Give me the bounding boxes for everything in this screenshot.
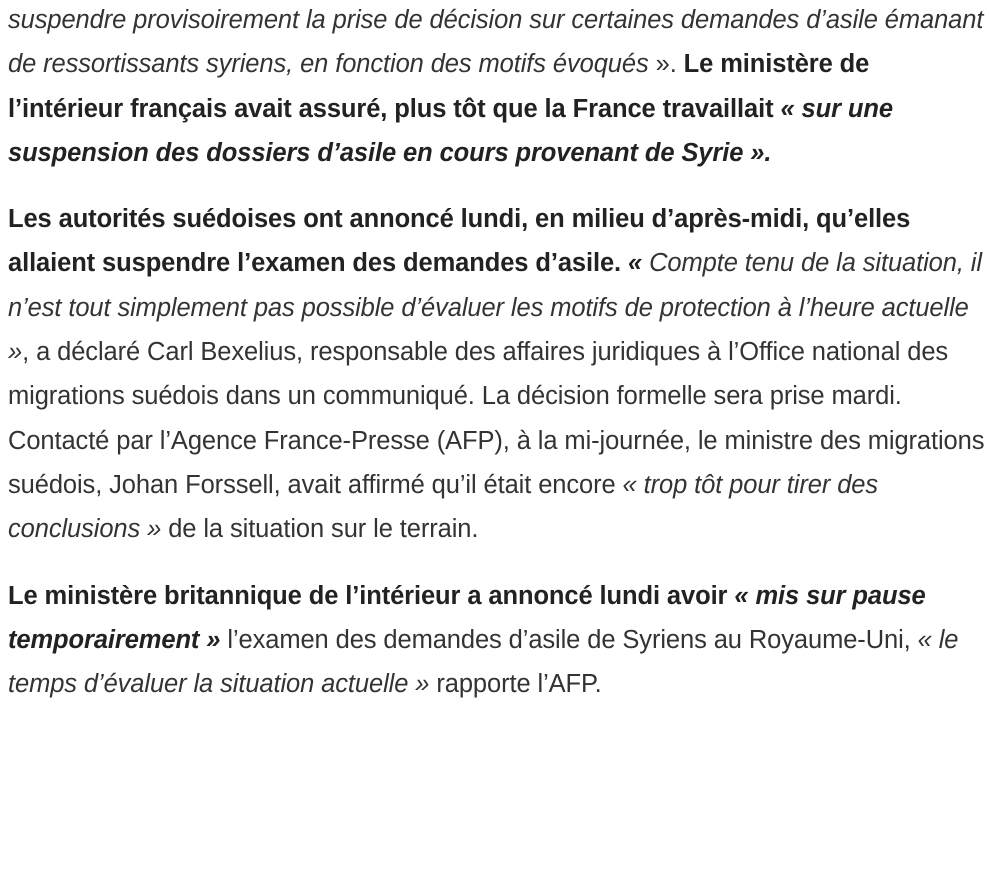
quote-text: Compte tenu de la situation, il n’est tout simplement pas possible d’évaluer les motifs de protection à l’heure actuelle »: [8, 249, 982, 367]
body-text: l’examen des demandes d’asile de Syriens au Royaume-Uni,: [220, 625, 918, 654]
body-text: , a déclaré Carl Bexelius, responsable des affaires juridiques à l’Office national des migrations suédois dans un communiqué. La décision formelle sera prise mardi. Contacté par l’Agence France-Presse (AFP), à la mi-journée, le ministre des migrations suédois, Johan Forssell, avait affirmé qu’il était encore: [8, 338, 985, 499]
article-body: [8, 0, 986, 706]
quote-text: « le temps d’évaluer la situation actuelle »: [8, 625, 959, 699]
bold-quote-text: « mis sur pause temporairement »: [8, 581, 926, 654]
bold-text: Le ministère de l’intérieur français avait assuré, plus tôt que la France travaillait: [8, 50, 870, 123]
paragraph-3: [8, 574, 986, 707]
bold-quote-text: « sur une suspension des dossiers d’asile en cours provenant de Syrie ».: [8, 94, 893, 167]
quote-close: ».: [648, 50, 677, 79]
quote-open: «: [628, 249, 650, 278]
quote-text: « trop tôt pour tirer des conclusions »: [8, 470, 879, 544]
body-text: de la situation sur le terrain.: [161, 515, 479, 544]
bold-text: Le ministère britannique de l’intérieur a annoncé lundi avoir: [8, 581, 735, 610]
bold-text: Les autorités suédoises ont annoncé lundi, en milieu d’après-midi, qu’elles allaient suspendre l’examen des demandes d’asile.: [8, 205, 911, 278]
paragraph-2: [8, 197, 986, 551]
quote-text: suspendre provisoirement la prise de décision sur certaines demandes d’asile émanant de ressortissants syriens, en fonction des motifs évoqués: [8, 6, 984, 79]
body-text: rapporte l’AFP.: [429, 670, 602, 699]
paragraph-1: [8, 0, 986, 175]
